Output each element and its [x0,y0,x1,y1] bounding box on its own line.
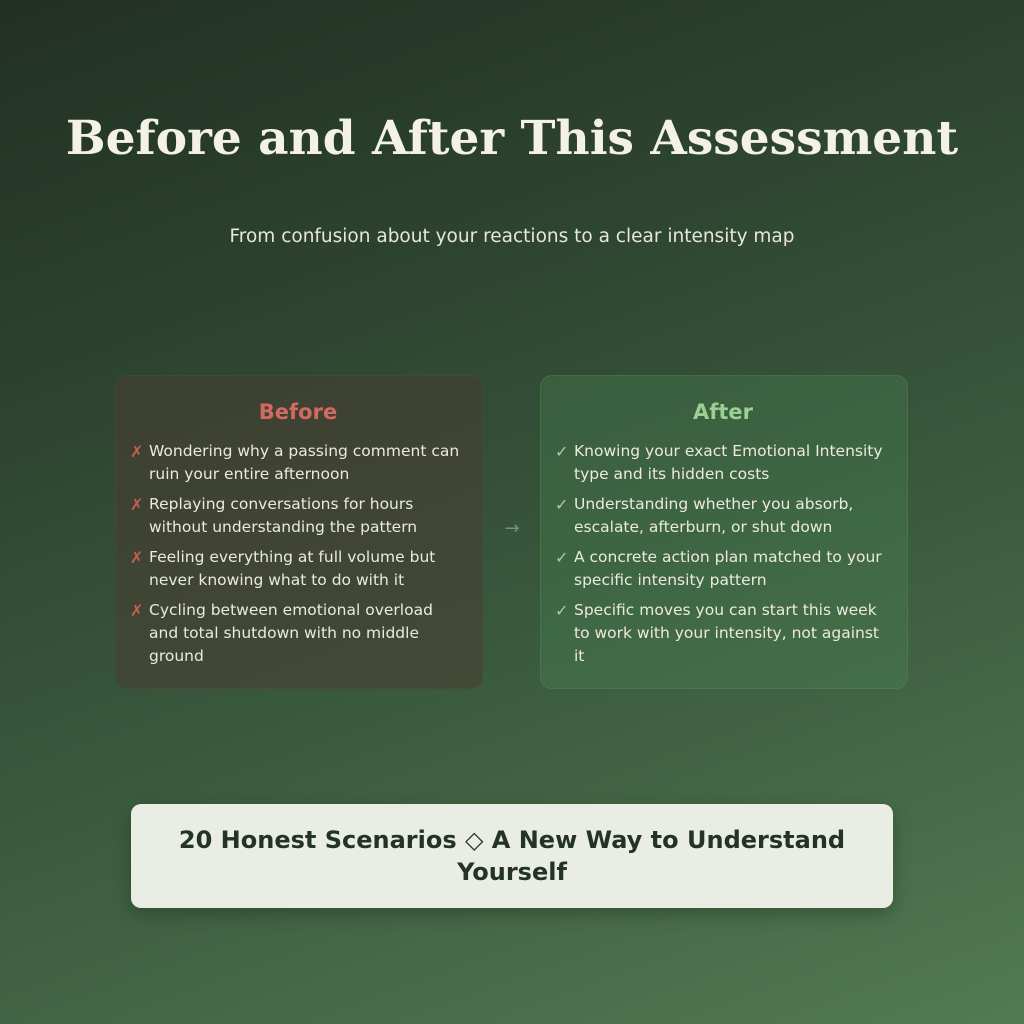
cta-banner-text: 20 Honest Scenarios ◇ A New Way to Understand Yourself [178,826,846,886]
cta-banner[interactable] [131,804,893,908]
before-list-item [130,493,466,539]
after-card-title: After [692,400,754,424]
after-item-text: Specific moves you can start this week to work with your intensity, not against it [574,601,879,665]
before-list [130,440,466,668]
after-list-item [555,493,891,539]
arrow-right-icon: → [504,518,520,539]
check-icon: ✓ [555,495,569,514]
after-item-text: Knowing your exact Emotional Intensity type and its hidden costs [574,442,883,483]
before-list-item [130,546,466,592]
cross-icon: ✗ [130,495,144,514]
before-item-text: Wondering why a passing comment can ruin your entire afternoon [149,442,460,483]
check-icon: ✓ [555,442,569,461]
check-icon: ✓ [555,548,569,567]
before-card [115,375,483,689]
check-icon: ✓ [555,601,569,620]
after-item-text: A concrete action plan matched to your specific intensity pattern [574,548,882,589]
after-item-text: Understanding whether you absorb, escalate, afterburn, or shut down [574,495,854,536]
before-item-text: Feeling everything at full volume but never knowing what to do with it [149,548,436,589]
cross-icon: ✗ [130,601,144,620]
after-list-item [555,440,891,486]
cross-icon: ✗ [130,442,144,461]
before-list-item [130,599,466,668]
after-list [555,440,891,668]
page-subtitle: From confusion about your reactions to a clear intensity map [229,226,795,247]
after-card [540,375,908,689]
after-list-item [555,599,891,668]
before-item-text: Replaying conversations for hours without understanding the pattern [149,495,418,536]
after-list-item [555,546,891,592]
page-title: Before and After This Assessment [65,111,959,166]
before-item-text: Cycling between emotional overload and total shutdown with no middle ground [149,601,433,665]
before-list-item [130,440,466,486]
before-card-title: Before [258,400,338,424]
cross-icon: ✗ [130,548,144,567]
